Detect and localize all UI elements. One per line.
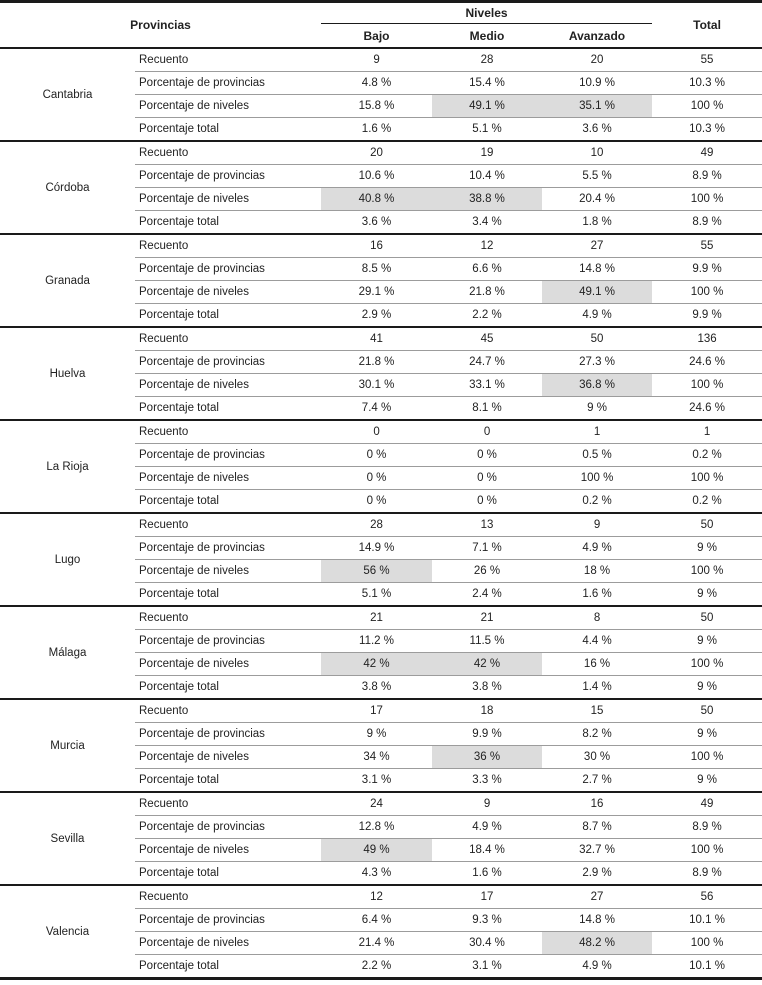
row-label: Recuento [139,333,189,345]
value-cell: 55 [700,240,714,252]
row-label: Porcentaje de provincias [135,72,321,95]
value-cell: 3.1 % [432,955,542,979]
value-cell: 5.1 % [321,583,432,607]
row-label: Porcentaje total [135,862,321,886]
value-cell: 55 [700,54,714,66]
value-cell: 1.6 % [542,583,652,607]
value-cell-highlighted: 48.2 % [542,932,652,955]
row-label: Recuento [139,54,189,66]
row-label: Porcentaje de provincias [135,258,321,281]
value-cell: 0 % [432,490,542,514]
value-cell: 10.6 % [321,165,432,188]
value-cell: 16 % [542,653,652,676]
value-cell-highlighted: 36.8 % [542,374,652,397]
row-label: Recuento [139,612,189,624]
row-label: Porcentaje de niveles [135,188,321,211]
row-label: Recuento [139,798,189,810]
value-cell: 50 [700,519,714,531]
row-label: Porcentaje de niveles [135,95,321,118]
row-label: Recuento [139,705,189,717]
row-label: Porcentaje total [135,583,321,607]
value-cell: 8.9 % [652,165,762,188]
header-level-bajo: Bajo [363,28,390,43]
province-name: La Rioja [46,460,89,473]
row-label: Porcentaje de niveles [135,281,321,304]
value-cell: 12.8 % [321,816,432,839]
row-label: Porcentaje de provincias [135,909,321,932]
value-cell: 56 [700,891,714,903]
table-header [0,2,762,49]
value-cell: 15.4 % [432,72,542,95]
value-cell: 10 [590,147,604,159]
value-cell: 21.4 % [321,932,432,955]
value-cell: 30.1 % [321,374,432,397]
value-cell: 100 % [652,746,762,769]
value-cell: 4.4 % [542,630,652,653]
value-cell-highlighted: 42 % [321,653,432,676]
value-cell: 0 [373,426,380,438]
value-cell: 100 % [652,188,762,211]
value-cell: 8 [593,612,601,624]
value-cell-highlighted: 49 % [321,839,432,862]
value-cell: 20 [370,147,383,159]
row-label: Recuento [139,147,189,159]
value-cell: 1.4 % [542,676,652,700]
value-cell-highlighted: 56 % [321,560,432,583]
value-cell: 2.2 % [432,304,542,328]
province-name: Cantabria [42,88,93,101]
value-cell: 10.4 % [432,165,542,188]
value-cell: 8.9 % [652,211,762,235]
value-cell: 100 % [652,374,762,397]
value-cell: 10.1 % [652,955,762,979]
value-cell: 0 [483,426,491,438]
value-cell: 100 % [542,467,652,490]
value-cell: 9 [593,519,601,531]
value-cell: 33.1 % [432,374,542,397]
province-name: Granada [45,274,90,287]
value-cell: 20.4 % [542,188,652,211]
value-cell: 7.4 % [321,397,432,421]
province-block [0,606,762,699]
row-label: Porcentaje total [135,397,321,421]
value-cell: 24.6 % [652,397,762,421]
value-cell: 16 [590,798,604,810]
value-cell: 16 [370,240,383,252]
value-cell: 20 [590,54,604,66]
value-cell: 8.9 % [652,816,762,839]
row-label: Porcentaje de niveles [135,467,321,490]
value-cell: 3.6 % [321,211,432,235]
value-cell: 10.3 % [652,72,762,95]
row-label: Porcentaje total [135,304,321,328]
province-block [0,792,762,885]
value-cell: 8.7 % [542,816,652,839]
value-cell: 9.9 % [432,723,542,746]
value-cell: 26 % [432,560,542,583]
value-cell: 2.4 % [432,583,542,607]
row-label: Porcentaje total [135,118,321,142]
value-cell: 9 % [652,676,762,700]
value-cell: 27 [590,240,604,252]
value-cell: 100 % [652,281,762,304]
row-label: Porcentaje de provincias [135,537,321,560]
value-cell: 29.1 % [321,281,432,304]
province-name: Málaga [48,646,87,659]
value-cell: 9 % [652,583,762,607]
table-row [0,606,762,630]
row-label: Porcentaje de provincias [135,723,321,746]
province-block [0,513,762,606]
value-cell: 1 [593,426,601,438]
table-row [0,792,762,816]
province-name: Lugo [54,553,81,566]
value-cell: 100 % [652,839,762,862]
value-cell: 24.6 % [652,351,762,374]
value-cell: 12 [480,240,494,252]
value-cell: 14.8 % [542,258,652,281]
value-cell: 1.8 % [542,211,652,235]
value-cell: 1.6 % [432,862,542,886]
value-cell: 9.9 % [652,258,762,281]
value-cell: 9 % [542,397,652,421]
value-cell: 3.6 % [542,118,652,142]
value-cell: 0.2 % [542,490,652,514]
value-cell: 4.9 % [542,304,652,328]
value-cell: 0 % [321,490,432,514]
value-cell: 30 % [542,746,652,769]
province-name: Sevilla [50,832,85,845]
value-cell: 3.4 % [432,211,542,235]
value-cell: 19 [480,147,494,159]
row-label: Porcentaje de niveles [135,932,321,955]
value-cell: 8.2 % [542,723,652,746]
value-cell: 6.4 % [321,909,432,932]
value-cell-highlighted: 49.1 % [432,95,542,118]
value-cell: 100 % [652,95,762,118]
province-block [0,699,762,792]
value-cell-highlighted: 35.1 % [542,95,652,118]
value-cell-highlighted: 38.8 % [432,188,542,211]
value-cell: 10.1 % [652,909,762,932]
value-cell: 100 % [652,560,762,583]
value-cell: 27.3 % [542,351,652,374]
value-cell-highlighted: 36 % [432,746,542,769]
value-cell: 18 [480,705,494,717]
row-label: Porcentaje de provincias [135,444,321,467]
value-cell: 50 [590,333,604,345]
value-cell: 11.5 % [432,630,542,653]
value-cell-highlighted: 40.8 % [321,188,432,211]
row-label: Porcentaje total [135,769,321,793]
table-row [0,885,762,909]
value-cell: 21 [480,612,494,624]
value-cell: 4.9 % [542,537,652,560]
value-cell: 4.8 % [321,72,432,95]
value-cell: 3.1 % [321,769,432,793]
value-cell: 21.8 % [432,281,542,304]
value-cell: 0.2 % [652,490,762,514]
row-label: Recuento [139,426,189,438]
value-cell: 10.3 % [652,118,762,142]
value-cell: 100 % [652,467,762,490]
province-name: Huelva [49,367,86,380]
value-cell: 49 [700,147,714,159]
value-cell: 50 [700,612,714,624]
value-cell: 17 [480,891,494,903]
value-cell: 8.9 % [652,862,762,886]
province-name: Córdoba [45,181,90,194]
value-cell: 2.9 % [321,304,432,328]
header-total: Total [693,18,721,32]
row-label: Recuento [139,891,189,903]
value-cell: 15 [590,705,604,717]
value-cell: 0 % [432,467,542,490]
value-cell: 2.7 % [542,769,652,793]
value-cell: 32.7 % [542,839,652,862]
value-cell: 17 [370,705,383,717]
province-name: Murcia [50,739,85,752]
row-label: Porcentaje de provincias [135,351,321,374]
value-cell: 5.1 % [432,118,542,142]
value-cell: 18 % [542,560,652,583]
value-cell: 9 % [652,769,762,793]
row-label: Porcentaje de niveles [135,746,321,769]
value-cell: 5.5 % [542,165,652,188]
value-cell: 10.9 % [542,72,652,95]
province-block [0,141,762,234]
value-cell-highlighted: 42 % [432,653,542,676]
value-cell: 30.4 % [432,932,542,955]
value-cell: 27 [590,891,604,903]
value-cell: 45 [480,333,494,345]
value-cell: 0.5 % [542,444,652,467]
value-cell: 0 % [321,467,432,490]
value-cell: 24 [370,798,383,810]
row-label: Porcentaje de niveles [135,374,321,397]
value-cell: 41 [370,333,383,345]
province-block [0,48,762,141]
value-cell: 21.8 % [321,351,432,374]
value-cell: 3.8 % [432,676,542,700]
value-cell: 0.2 % [652,444,762,467]
value-cell: 0 % [432,444,542,467]
value-cell: 34 % [321,746,432,769]
value-cell: 14.9 % [321,537,432,560]
row-label: Porcentaje de niveles [135,560,321,583]
value-cell: 8.1 % [432,397,542,421]
value-cell: 9 % [652,630,762,653]
value-cell: 3.8 % [321,676,432,700]
row-label: Porcentaje de provincias [135,816,321,839]
value-cell: 9 [373,54,380,66]
value-cell: 28 [480,54,494,66]
header-provincias: Provincias [130,18,191,32]
province-name: Valencia [45,925,90,938]
value-cell: 18.4 % [432,839,542,862]
table-row [0,513,762,537]
table-row [0,48,762,72]
value-cell: 9 % [652,537,762,560]
table-row [0,234,762,258]
value-cell: 9 [483,798,491,810]
value-cell: 8.5 % [321,258,432,281]
value-cell: 100 % [652,653,762,676]
table-row [0,327,762,351]
value-cell: 15.8 % [321,95,432,118]
province-block [0,327,762,420]
value-cell: 9 % [652,723,762,746]
row-label: Porcentaje de provincias [135,165,321,188]
value-cell: 2.2 % [321,955,432,979]
province-block [0,885,762,979]
row-label: Porcentaje total [135,211,321,235]
value-cell: 6.6 % [432,258,542,281]
header-row-top [0,2,762,24]
value-cell: 24.7 % [432,351,542,374]
table-row [0,699,762,723]
value-cell: 50 [700,705,714,717]
value-cell: 21 [370,612,383,624]
header-level-medio: Medio [469,28,505,43]
value-cell: 136 [697,333,717,345]
row-label: Porcentaje de niveles [135,839,321,862]
value-cell: 49 [700,798,714,810]
value-cell: 14.8 % [542,909,652,932]
row-label: Porcentaje total [135,490,321,514]
value-cell: 1 [703,426,711,438]
value-cell: 4.9 % [432,816,542,839]
value-cell: 4.9 % [542,955,652,979]
value-cell: 9 % [321,723,432,746]
table-row [0,141,762,165]
value-cell: 13 [480,519,494,531]
value-cell: 100 % [652,932,762,955]
row-label: Porcentaje total [135,676,321,700]
value-cell: 3.3 % [432,769,542,793]
row-label: Porcentaje total [135,955,321,979]
row-label: Porcentaje de provincias [135,630,321,653]
value-cell: 9.9 % [652,304,762,328]
value-cell: 12 [370,891,383,903]
value-cell: 11.2 % [321,630,432,653]
value-cell: 28 [370,519,383,531]
row-label: Recuento [139,240,189,252]
province-block [0,234,762,327]
value-cell: 7.1 % [432,537,542,560]
table-row [0,420,762,444]
row-label: Porcentaje de niveles [135,653,321,676]
row-label: Recuento [139,519,189,531]
value-cell: 4.3 % [321,862,432,886]
value-cell: 1.6 % [321,118,432,142]
province-block [0,420,762,513]
value-cell: 0 % [321,444,432,467]
value-cell: 2.9 % [542,862,652,886]
header-level-avanzado: Avanzado [568,28,626,43]
value-cell-highlighted: 49.1 % [542,281,652,304]
value-cell: 9.3 % [432,909,542,932]
header-niveles: Niveles [321,2,652,24]
